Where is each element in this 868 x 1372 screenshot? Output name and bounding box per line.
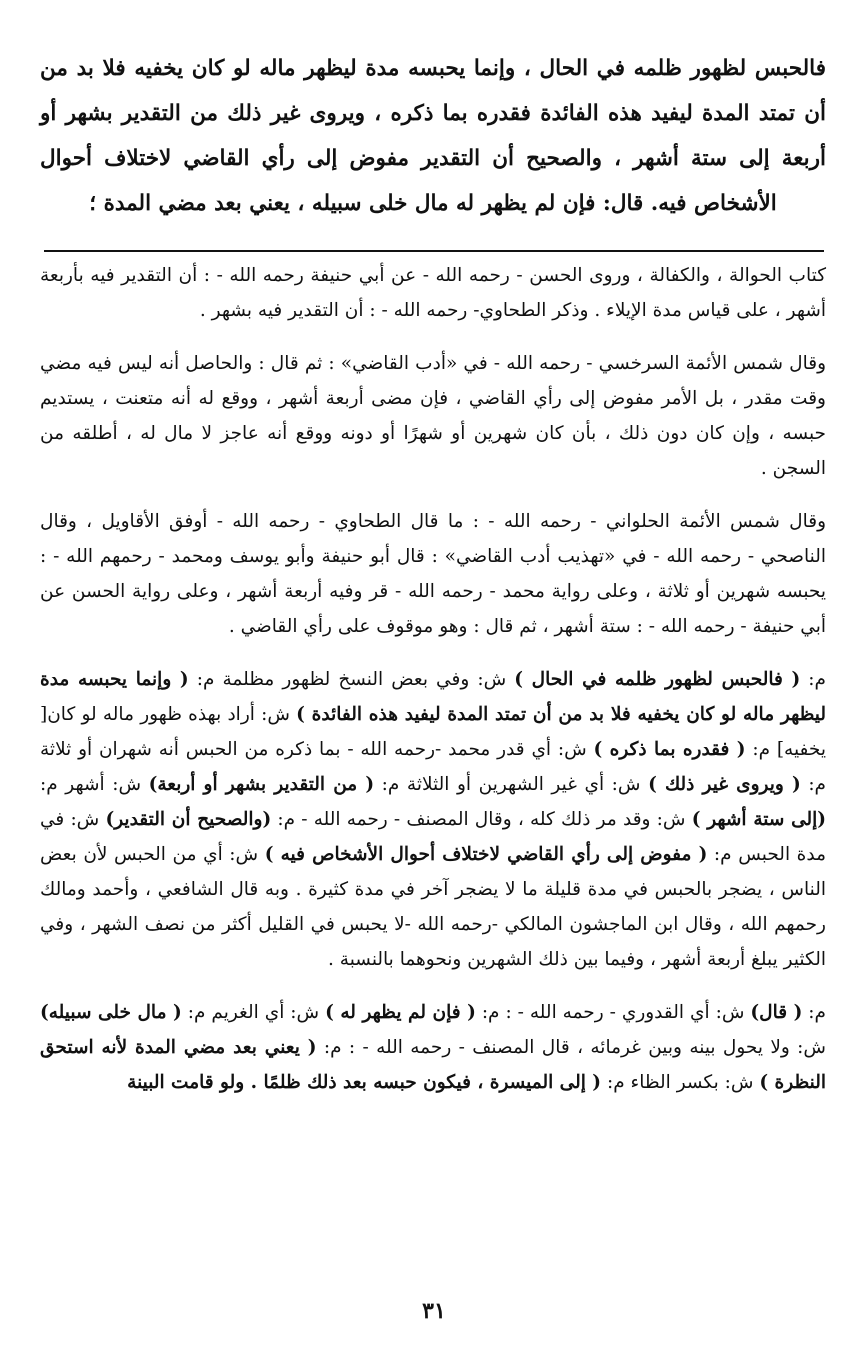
text-segment: ش: أي القدوري - رحمه الله - : م: <box>475 1002 751 1023</box>
text-segment: ش: أراد بهذه ظهور ماله لو كان[ يخفيه] م: <box>40 704 827 760</box>
main-text-paragraph: فالحبس لظهور ظلمه في الحال ، وإنما يحبسه مدة ليظهر ماله لو كان يخفيه فلا بد من أن تمتد المدة ليفيد هذه الفائدة فقدره بما ذكره ، ويروى غير ذلك من التقدير بشهر أو أربعة إلى ستة أشهر ، والصحيح أن التقدير مفوض إلى رأي القاضي لاختلاف أحوال الأشخاص فيه. قال: فإن لم يظهر له مال خلى سبيله ، يعني بعد مضي المدة ؛ <box>40 56 826 216</box>
quoted-main-text: (إلى ستة أشهر ) <box>691 809 827 830</box>
quoted-main-text: ( من التقدير بشهر أو أربعة) <box>148 774 375 795</box>
commentary-paragraph-5 <box>40 995 826 1100</box>
quoted-main-text: ( مال خلى سبيله) <box>40 1002 182 1023</box>
quoted-main-text: ( ويروى غير ذلك ) <box>648 774 801 795</box>
text-segment: ش: بكسر الظاء م: <box>601 1072 760 1093</box>
quoted-main-text: ( وإنما يحبسه مدة ليظهر ماله لو كان يخفيه فلا بد من أن تمتد المدة ليفيد هذه الفائدة ) <box>40 669 827 725</box>
quoted-main-text: ( إلى الميسرة ، فيكون حبسه بعد ذلك ظلمًا . ولو قامت البينة <box>127 1072 602 1093</box>
commentary-paragraph-3: وقال شمس الأئمة الحلواني - رحمه الله - : ما قال الطحاوي - رحمه الله - أوفق الأقاويل ، وقال الناصحي - رحمه الله - في «تهذيب أدب القاضي» : قال أبو حنيفة وأبو يوسف ومحمد - رحمهم الله - : يحبسه شهرين أو ثلاثة ، وعلى رواية محمد - رحمه الله - قر وفيه أربعة أشهر ، وعلى رواية الحسن عن أبي حنيفة - رحمه الله - : ستة أشهر ، ثم قال : وهو موقوف على رأي القاضي . <box>40 511 826 637</box>
text-segment: ش: ولا يحول بينه وبين غرمائه ، قال المصنف - رحمه الله - : م: <box>316 1037 826 1058</box>
text-segment: ش: أي غير الشهرين أو الثلاثة م: <box>374 774 649 795</box>
text-segment: ش: أي الغريم م: <box>181 1002 326 1023</box>
text-segment: م: <box>802 1002 826 1023</box>
text-segment: ش: أي قدر محمد -رحمه الله - بما ذكره من الحبس أنه شهران أو ثلاثة م: <box>40 739 827 795</box>
commentary-paragraph-2: وقال شمس الأئمة السرخسي - رحمه الله - في «أدب القاضي» : ثم قال : والحاصل أنه ليس فيه مضي وقت مقدر ، بل الأمر مفوض إلى رأي القاضي ، فإن مضى أربعة أشهر ، ووقع له أنه متعنت ، يستديم حبسه ، وإن كان دون ذلك ، بأن كان شهرين أو شهرًا أو دونه ووقع أنه عاجز لا مال له ، أطلقه من السجن . <box>40 353 826 479</box>
quoted-main-text: ( قال) <box>750 1002 803 1023</box>
quoted-main-text: ( فإن لم يظهر له ) <box>325 1002 476 1023</box>
quoted-main-text: ( يعني بعد مضي المدة لأنه استحق النظرة ) <box>40 1037 826 1093</box>
text-segment: ش: وقد مر ذلك كله ، وقال المصنف - رحمه الله - م: <box>271 809 692 830</box>
commentary-block <box>40 258 826 1100</box>
commentary-paragraph-4 <box>40 662 826 977</box>
main-text-block <box>40 46 826 226</box>
separator-rule <box>44 250 824 252</box>
text-segment: م: <box>800 669 826 690</box>
commentary-paragraph-1: كتاب الحوالة ، والكفالة ، وروى الحسن - رحمه الله - عن أبي حنيفة رحمه الله - : أن التقدير فيه بأربعة أشهر ، على قياس مدة الإيلاء . وذكر الطحاوي- رحمه الله - : أن التقدير فيه بشهر . <box>40 265 826 321</box>
text-segment: ش: أشهر م: <box>40 774 149 795</box>
text-segment: ش: في مدة الحبس م: <box>40 809 826 865</box>
quoted-main-text: ( فقدره بما ذكره ) <box>593 739 746 760</box>
quoted-main-text: ( مفوض إلى رأي القاضي لاختلاف أحوال الأشخاص فيه ) <box>264 844 708 865</box>
quoted-main-text: ( فالحبس لظهور ظلمه في الحال ) <box>514 669 801 690</box>
quoted-main-text: (والصحيح أن التقدير) <box>105 809 272 830</box>
text-segment: ش: وفي بعض النسخ لظهور مظلمة م: <box>188 669 515 690</box>
text-segment: ش: أي من الحبس لأن بعض الناس ، يضجر بالحبس في مدة قليلة ما لا يضجر آخر في مدة كثيرة . وبه قال الشافعي ، وأحمد ومالك رحمهم الله ، وقال ابن الماجشون المالكي -رحمه الله -لا يحبس في القليل أكثر من نصف الشهر ، وفي الكثير يبلغ أربعة أشهر ، وفيما بين ذلك الشهرين ونحوهما بالنسبة . <box>40 844 826 970</box>
page-number: ٣١ <box>422 1298 446 1324</box>
